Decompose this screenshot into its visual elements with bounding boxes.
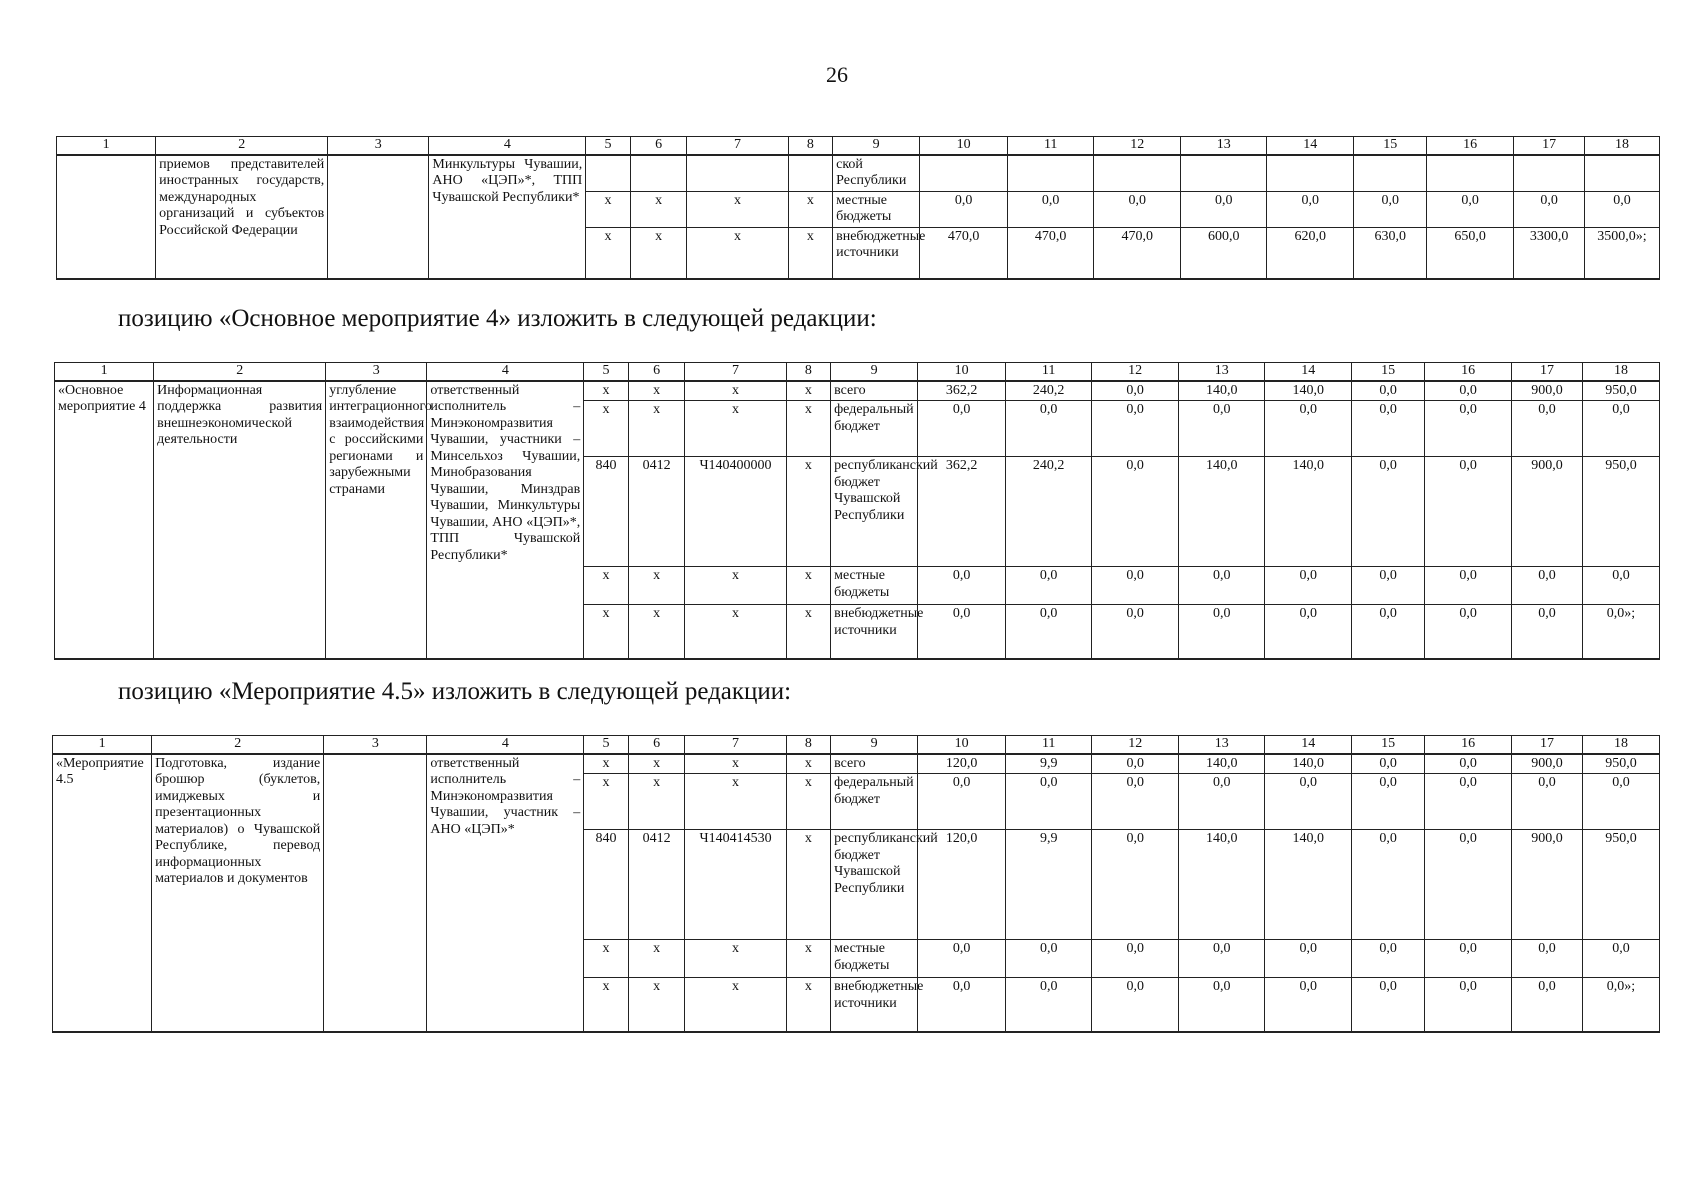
code-gr-cell: 840 xyxy=(584,457,629,567)
code-gr-cell: x xyxy=(584,567,629,605)
year-2025-cell: 650,0 xyxy=(1427,227,1514,279)
year-2019-cell: 362,2 xyxy=(918,381,1006,401)
year-2020-cell: 470,0 xyxy=(1008,227,1094,279)
years-2026-2030-cell: 900,0 xyxy=(1512,830,1583,940)
column-number-cell: 13 xyxy=(1181,137,1267,155)
column-number-cell: 18 xyxy=(1582,736,1659,754)
table-row xyxy=(53,754,1660,774)
years-2026-2030-cell: 0,0 xyxy=(1514,191,1585,227)
column-number-cell: 13 xyxy=(1179,736,1265,754)
column-number-row xyxy=(55,363,1660,381)
code-csr-cell: x xyxy=(685,754,786,774)
code-gr-cell: x xyxy=(584,381,629,401)
funding-source-cell: республиканский бюджет Чувашской Республики xyxy=(831,457,918,567)
code-gr-cell: x xyxy=(584,774,629,830)
code-csr-cell: x xyxy=(687,191,788,227)
years-2026-2030-cell: 0,0 xyxy=(1512,774,1583,830)
year-2024-cell: 0,0 xyxy=(1352,754,1425,774)
year-2019-cell: 0,0 xyxy=(920,191,1008,227)
year-2024-cell: 0,0 xyxy=(1352,940,1425,978)
column-number-cell: 10 xyxy=(918,736,1006,754)
years-2026-2030-cell: 0,0 xyxy=(1512,940,1583,978)
year-2023-cell: 140,0 xyxy=(1265,457,1352,567)
year-2022-cell: 0,0 xyxy=(1179,940,1265,978)
year-2023-cell: 140,0 xyxy=(1265,754,1352,774)
code-csr-cell: x xyxy=(685,940,786,978)
years-2031-2035-cell: 3500,0»; xyxy=(1584,227,1659,279)
year-2025-cell: 0,0 xyxy=(1425,940,1512,978)
years-2031-2035-cell xyxy=(1584,155,1659,192)
year-2024-cell xyxy=(1354,155,1427,192)
year-2020-cell: 240,2 xyxy=(1006,457,1092,567)
year-2019-cell: 362,2 xyxy=(918,457,1006,567)
column-number-cell: 14 xyxy=(1265,736,1352,754)
code-vr-cell: x xyxy=(786,567,831,605)
table-row xyxy=(57,155,1660,192)
year-2022-cell: 0,0 xyxy=(1181,191,1267,227)
year-2024-cell: 630,0 xyxy=(1354,227,1427,279)
funding-source-cell: внебюджетные источники xyxy=(831,978,918,1032)
year-2023-cell: 620,0 xyxy=(1267,227,1354,279)
section-heading-event-4-5: позицию «Мероприятие 4.5» изложить в следующей редакции: xyxy=(118,678,792,705)
code-vr-cell: x xyxy=(786,401,831,457)
column-number-cell: 10 xyxy=(920,137,1008,155)
code-vr-cell: x xyxy=(788,191,833,227)
column-number-cell: 18 xyxy=(1584,137,1659,155)
column-number-cell: 3 xyxy=(328,137,429,155)
column-number-cell: 7 xyxy=(687,137,788,155)
year-2025-cell xyxy=(1427,155,1514,192)
year-2020-cell: 0,0 xyxy=(1006,940,1092,978)
table-row xyxy=(55,381,1660,401)
column-number-cell: 16 xyxy=(1427,137,1514,155)
year-2019-cell: 470,0 xyxy=(920,227,1008,279)
funding-source-cell: республиканский бюджет Чувашской Республики xyxy=(831,830,918,940)
year-2021-cell: 0,0 xyxy=(1092,381,1179,401)
column-number-cell: 4 xyxy=(427,736,584,754)
code-rz-cell: x xyxy=(628,940,685,978)
year-2025-cell: 0,0 xyxy=(1427,191,1514,227)
years-2031-2035-cell: 950,0 xyxy=(1582,830,1659,940)
event-name-cell: приемов представителей иностранных государств, международных организаций и субъектов Российской Федерации xyxy=(156,155,328,280)
year-2022-cell: 0,0 xyxy=(1179,401,1265,457)
year-2019-cell: 120,0 xyxy=(918,754,1006,774)
funding-source-cell: ской Республики xyxy=(833,155,920,192)
column-number-cell: 8 xyxy=(788,137,833,155)
column-number-cell: 6 xyxy=(628,736,685,754)
column-number-cell: 14 xyxy=(1267,137,1354,155)
code-rz-cell: 0412 xyxy=(628,457,685,567)
code-gr-cell: x xyxy=(584,940,629,978)
column-number-cell: 6 xyxy=(630,137,687,155)
code-rz-cell: x xyxy=(628,754,685,774)
column-number-cell: 18 xyxy=(1582,363,1659,381)
funding-source-cell: всего xyxy=(831,381,918,401)
col1-cell xyxy=(57,155,156,280)
column-number-cell: 17 xyxy=(1512,736,1583,754)
year-2025-cell: 0,0 xyxy=(1425,381,1512,401)
funding-source-cell: местные бюджеты xyxy=(833,191,920,227)
year-2024-cell: 0,0 xyxy=(1352,830,1425,940)
year-2020-cell xyxy=(1008,155,1094,192)
year-2021-cell xyxy=(1094,155,1181,192)
code-gr-cell: x xyxy=(586,191,631,227)
page-number: 26 xyxy=(826,62,848,87)
code-vr-cell: x xyxy=(786,381,831,401)
column-number-cell: 4 xyxy=(427,363,584,381)
years-2026-2030-cell xyxy=(1514,155,1585,192)
column-number-cell: 10 xyxy=(918,363,1006,381)
code-gr-cell xyxy=(586,155,631,192)
year-2023-cell: 0,0 xyxy=(1265,940,1352,978)
year-2021-cell: 0,0 xyxy=(1092,401,1179,457)
year-2023-cell: 140,0 xyxy=(1265,381,1352,401)
column-number-cell: 3 xyxy=(326,363,427,381)
years-2026-2030-cell: 0,0 xyxy=(1512,978,1583,1032)
year-2022-cell: 0,0 xyxy=(1179,605,1265,659)
year-2020-cell: 240,2 xyxy=(1006,381,1092,401)
years-2031-2035-cell: 0,0»; xyxy=(1582,605,1659,659)
column-number-cell: 15 xyxy=(1352,736,1425,754)
column-number-cell: 15 xyxy=(1354,137,1427,155)
year-2023-cell xyxy=(1267,155,1354,192)
year-2021-cell: 0,0 xyxy=(1092,978,1179,1032)
years-2026-2030-cell: 0,0 xyxy=(1512,401,1583,457)
event-name-cell: Информационная поддержка развития внешнеэкономической деятельности xyxy=(154,381,326,659)
year-2021-cell: 0,0 xyxy=(1092,457,1179,567)
code-rz-cell: x xyxy=(628,381,685,401)
code-vr-cell: x xyxy=(786,774,831,830)
code-csr-cell: x xyxy=(687,227,788,279)
year-2025-cell: 0,0 xyxy=(1425,774,1512,830)
year-2020-cell: 9,9 xyxy=(1006,754,1092,774)
code-rz-cell: x xyxy=(628,605,685,659)
years-2031-2035-cell: 0,0 xyxy=(1582,401,1659,457)
year-2025-cell: 0,0 xyxy=(1425,605,1512,659)
column-number-cell: 17 xyxy=(1514,137,1585,155)
code-csr-cell: x xyxy=(685,381,786,401)
year-2020-cell: 0,0 xyxy=(1008,191,1094,227)
year-2020-cell: 0,0 xyxy=(1006,774,1092,830)
code-csr-cell: Ч140400000 xyxy=(685,457,786,567)
year-2025-cell: 0,0 xyxy=(1425,978,1512,1032)
column-number-cell: 15 xyxy=(1352,363,1425,381)
code-rz-cell xyxy=(630,155,687,192)
year-2023-cell: 0,0 xyxy=(1265,401,1352,457)
executors-cell: ответственный исполнитель – Минэкономразвития Чувашии, участник – АНО «ЦЭП»* xyxy=(427,754,584,1032)
year-2021-cell: 0,0 xyxy=(1092,940,1179,978)
event-name-cell: Подготовка, издание брошюр (буклетов, имиджевых и презентационных материалов) о Чувашской Республике, перевод информационных материалов и документов xyxy=(152,754,324,1032)
column-number-cell: 1 xyxy=(53,736,152,754)
code-vr-cell: x xyxy=(786,830,831,940)
year-2022-cell: 140,0 xyxy=(1179,457,1265,567)
years-2031-2035-cell: 0,0 xyxy=(1582,567,1659,605)
year-2024-cell: 0,0 xyxy=(1352,774,1425,830)
column-number-cell: 5 xyxy=(584,736,629,754)
funding-source-cell: местные бюджеты xyxy=(831,940,918,978)
table-event-continuation xyxy=(56,136,1660,280)
code-vr-cell: x xyxy=(788,227,833,279)
year-2021-cell: 0,0 xyxy=(1092,774,1179,830)
funding-source-cell: внебюджетные источники xyxy=(831,605,918,659)
funding-source-cell: местные бюджеты xyxy=(831,567,918,605)
column-number-cell: 2 xyxy=(152,736,324,754)
column-number-cell: 7 xyxy=(685,736,786,754)
year-2024-cell: 0,0 xyxy=(1352,401,1425,457)
code-gr-cell: x xyxy=(584,754,629,774)
year-2024-cell: 0,0 xyxy=(1352,381,1425,401)
column-number-cell: 5 xyxy=(584,363,629,381)
years-2031-2035-cell: 0,0 xyxy=(1582,774,1659,830)
year-2021-cell: 0,0 xyxy=(1092,754,1179,774)
years-2031-2035-cell: 950,0 xyxy=(1582,381,1659,401)
code-csr-cell: x xyxy=(685,978,786,1032)
year-2019-cell: 120,0 xyxy=(918,830,1006,940)
goal-cell xyxy=(324,754,427,1032)
column-number-cell: 8 xyxy=(786,363,831,381)
column-number-cell: 1 xyxy=(57,137,156,155)
code-csr-cell: x xyxy=(685,567,786,605)
code-rz-cell: x xyxy=(630,227,687,279)
column-number-cell: 7 xyxy=(685,363,786,381)
code-rz-cell: 0412 xyxy=(628,830,685,940)
year-2022-cell: 140,0 xyxy=(1179,830,1265,940)
years-2026-2030-cell: 0,0 xyxy=(1512,605,1583,659)
year-2021-cell: 0,0 xyxy=(1094,191,1181,227)
column-number-cell: 5 xyxy=(586,137,631,155)
year-2021-cell: 0,0 xyxy=(1092,567,1179,605)
code-vr-cell: x xyxy=(786,754,831,774)
year-2019-cell: 0,0 xyxy=(918,605,1006,659)
year-2023-cell: 0,0 xyxy=(1265,567,1352,605)
year-2022-cell: 140,0 xyxy=(1179,754,1265,774)
column-number-cell: 12 xyxy=(1094,137,1181,155)
year-2020-cell: 0,0 xyxy=(1006,978,1092,1032)
year-2024-cell: 0,0 xyxy=(1352,605,1425,659)
funding-source-cell: внебюджетные источники xyxy=(833,227,920,279)
year-2020-cell: 9,9 xyxy=(1006,830,1092,940)
year-2023-cell: 0,0 xyxy=(1265,978,1352,1032)
code-rz-cell: x xyxy=(630,191,687,227)
year-2025-cell: 0,0 xyxy=(1425,457,1512,567)
code-vr-cell: x xyxy=(786,605,831,659)
year-2023-cell: 0,0 xyxy=(1265,774,1352,830)
column-number-cell: 8 xyxy=(786,736,831,754)
code-csr-cell: x xyxy=(685,774,786,830)
table-main-event-4 xyxy=(54,362,1660,660)
year-2025-cell: 0,0 xyxy=(1425,401,1512,457)
column-number-cell: 11 xyxy=(1006,363,1092,381)
column-number-cell: 1 xyxy=(55,363,154,381)
year-2019-cell: 0,0 xyxy=(918,401,1006,457)
column-number-cell: 14 xyxy=(1265,363,1352,381)
year-2021-cell: 470,0 xyxy=(1094,227,1181,279)
year-2021-cell: 0,0 xyxy=(1092,605,1179,659)
column-number-cell: 9 xyxy=(831,736,918,754)
code-vr-cell: x xyxy=(786,457,831,567)
column-number-cell: 16 xyxy=(1425,363,1512,381)
column-number-cell: 13 xyxy=(1179,363,1265,381)
year-2022-cell xyxy=(1181,155,1267,192)
years-2031-2035-cell: 0,0 xyxy=(1584,191,1659,227)
code-csr-cell: Ч140414530 xyxy=(685,830,786,940)
year-2019-cell xyxy=(920,155,1008,192)
column-number-cell: 17 xyxy=(1512,363,1583,381)
year-2023-cell: 140,0 xyxy=(1265,830,1352,940)
year-2020-cell: 0,0 xyxy=(1006,401,1092,457)
funding-source-cell: федеральный бюджет xyxy=(831,774,918,830)
year-2025-cell: 0,0 xyxy=(1425,754,1512,774)
funding-source-cell: всего xyxy=(831,754,918,774)
year-2019-cell: 0,0 xyxy=(918,978,1006,1032)
column-number-row xyxy=(53,736,1660,754)
column-number-cell: 2 xyxy=(154,363,326,381)
year-2025-cell: 0,0 xyxy=(1425,830,1512,940)
code-csr-cell: x xyxy=(685,605,786,659)
years-2026-2030-cell: 3300,0 xyxy=(1514,227,1585,279)
year-2024-cell: 0,0 xyxy=(1352,978,1425,1032)
code-rz-cell: x xyxy=(628,401,685,457)
code-gr-cell: x xyxy=(584,401,629,457)
column-number-cell: 4 xyxy=(429,137,586,155)
year-2022-cell: 140,0 xyxy=(1179,381,1265,401)
year-2021-cell: 0,0 xyxy=(1092,830,1179,940)
code-csr-cell: x xyxy=(685,401,786,457)
column-number-cell: 11 xyxy=(1008,137,1094,155)
code-csr-cell xyxy=(687,155,788,192)
code-rz-cell: x xyxy=(628,567,685,605)
year-2022-cell: 0,0 xyxy=(1179,567,1265,605)
year-2022-cell: 600,0 xyxy=(1181,227,1267,279)
year-2019-cell: 0,0 xyxy=(918,567,1006,605)
code-gr-cell: x xyxy=(586,227,631,279)
section-heading-main-event-4: позицию «Основное мероприятие 4» изложить в следующей редакции: xyxy=(118,305,877,332)
column-number-cell: 3 xyxy=(324,736,427,754)
column-number-cell: 16 xyxy=(1425,736,1512,754)
code-vr-cell: x xyxy=(786,978,831,1032)
code-gr-cell: x xyxy=(584,978,629,1032)
column-number-row xyxy=(57,137,1660,155)
goal-cell: углубление интеграционного взаимодействия с российскими регионами и зарубежными странами xyxy=(326,381,427,659)
column-number-cell: 12 xyxy=(1092,363,1179,381)
year-2024-cell: 0,0 xyxy=(1352,457,1425,567)
col3-cell xyxy=(328,155,429,280)
years-2026-2030-cell: 900,0 xyxy=(1512,457,1583,567)
year-2024-cell: 0,0 xyxy=(1354,191,1427,227)
code-rz-cell: x xyxy=(628,978,685,1032)
year-2025-cell: 0,0 xyxy=(1425,567,1512,605)
executors-cell: ответственный исполнитель – Минэкономразвития Чувашии, участники – Минсельхоз Чувашии, Минобразования Чувашии, Минздрав Чувашии, Минкультуры Чувашии, АНО «ЦЭП»*, ТПП Чувашской Республики* xyxy=(427,381,584,659)
executors-cell: Минкультуры Чувашии, АНО «ЦЭП»*, ТПП Чувашской Республики* xyxy=(429,155,586,280)
event-code-cell: «Основное мероприятие 4 xyxy=(55,381,154,659)
code-vr-cell: x xyxy=(786,940,831,978)
year-2020-cell: 0,0 xyxy=(1006,605,1092,659)
year-2024-cell: 0,0 xyxy=(1352,567,1425,605)
year-2023-cell: 0,0 xyxy=(1267,191,1354,227)
column-number-cell: 11 xyxy=(1006,736,1092,754)
table-event-4-5 xyxy=(52,735,1660,1033)
years-2031-2035-cell: 0,0 xyxy=(1582,940,1659,978)
column-number-cell: 6 xyxy=(628,363,685,381)
funding-source-cell: федеральный бюджет xyxy=(831,401,918,457)
years-2026-2030-cell: 900,0 xyxy=(1512,754,1583,774)
year-2019-cell: 0,0 xyxy=(918,774,1006,830)
year-2020-cell: 0,0 xyxy=(1006,567,1092,605)
years-2026-2030-cell: 900,0 xyxy=(1512,381,1583,401)
years-2031-2035-cell: 950,0 xyxy=(1582,754,1659,774)
years-2031-2035-cell: 0,0»; xyxy=(1582,978,1659,1032)
code-gr-cell: x xyxy=(584,605,629,659)
year-2023-cell: 0,0 xyxy=(1265,605,1352,659)
column-number-cell: 2 xyxy=(156,137,328,155)
year-2022-cell: 0,0 xyxy=(1179,774,1265,830)
year-2022-cell: 0,0 xyxy=(1179,978,1265,1032)
column-number-cell: 9 xyxy=(833,137,920,155)
event-code-cell: «Мероприятие 4.5 xyxy=(53,754,152,1032)
column-number-cell: 12 xyxy=(1092,736,1179,754)
code-gr-cell: 840 xyxy=(584,830,629,940)
code-rz-cell: x xyxy=(628,774,685,830)
year-2019-cell: 0,0 xyxy=(918,940,1006,978)
code-vr-cell xyxy=(788,155,833,192)
years-2031-2035-cell: 950,0 xyxy=(1582,457,1659,567)
years-2026-2030-cell: 0,0 xyxy=(1512,567,1583,605)
column-number-cell: 9 xyxy=(831,363,918,381)
